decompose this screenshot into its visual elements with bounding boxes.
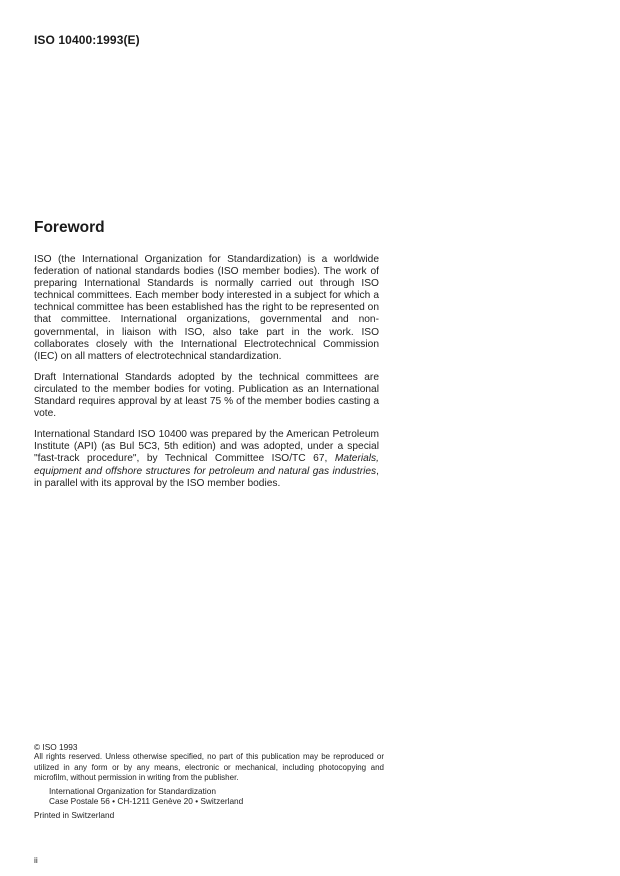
document-id-header: ISO 10400:1993(E)	[34, 33, 140, 47]
paragraph-preparation	[34, 429, 379, 489]
preparation-text: International Standard ISO 10400 was prepared by the American Petroleum Institute (API) (as Bul 5C3, 5th edition) and was adopted, under a special "fast-track procedure", by Technical Committee ISO/TC 67,	[34, 429, 379, 465]
copyright-block	[34, 742, 384, 820]
paragraph-draft-standards: Draft International Standards adopted by the technical committees are circulated to the member bodies for voting. Publication as an International Standard requires approval by at least 75 % of the member bodies casting a vote.	[34, 371, 379, 420]
paragraph-iso-intro: ISO (the International Organization for Standardization) is a worldwide federation of national standards bodies (ISO member bodies). The work of preparing International Standards is normally carried out through ISO technical committees. Each member body interested in a subject for which a technical committee has been established has the right to be represented on that committee. International organizations, governmental and non-governmental, in liaison with ISO, also take part in the work. ISO collaborates closely with the International Electrotechnical Commission (IEC) on all matters of electrotechnical standardization.	[34, 254, 379, 362]
preparation-text-end: , in parallel with its approval by the ISO member bodies.	[34, 465, 379, 489]
section-title: Foreword	[34, 219, 105, 236]
copyright-line: © ISO 1993	[34, 742, 78, 752]
publisher-address	[34, 786, 384, 807]
publisher-postal: Case Postale 56 • CH-1211 Genève 20 • Switzerland	[49, 796, 244, 807]
printed-in: Printed in Switzerland	[34, 809, 115, 820]
committee-title: Materials, equipment and offshore structures for petroleum and natural gas industries	[34, 453, 379, 477]
foreword-body	[34, 254, 379, 499]
page-number: ii	[34, 855, 38, 865]
publisher-org: International Organization for Standardization	[49, 786, 216, 797]
rights-statement: All rights reserved. Unless otherwise specified, no part of this publication may be reproduced or utilized in any form or by any means, electronic or mechanical, including photocopying and microfilm, without permission in writing from the publisher.	[34, 752, 384, 782]
